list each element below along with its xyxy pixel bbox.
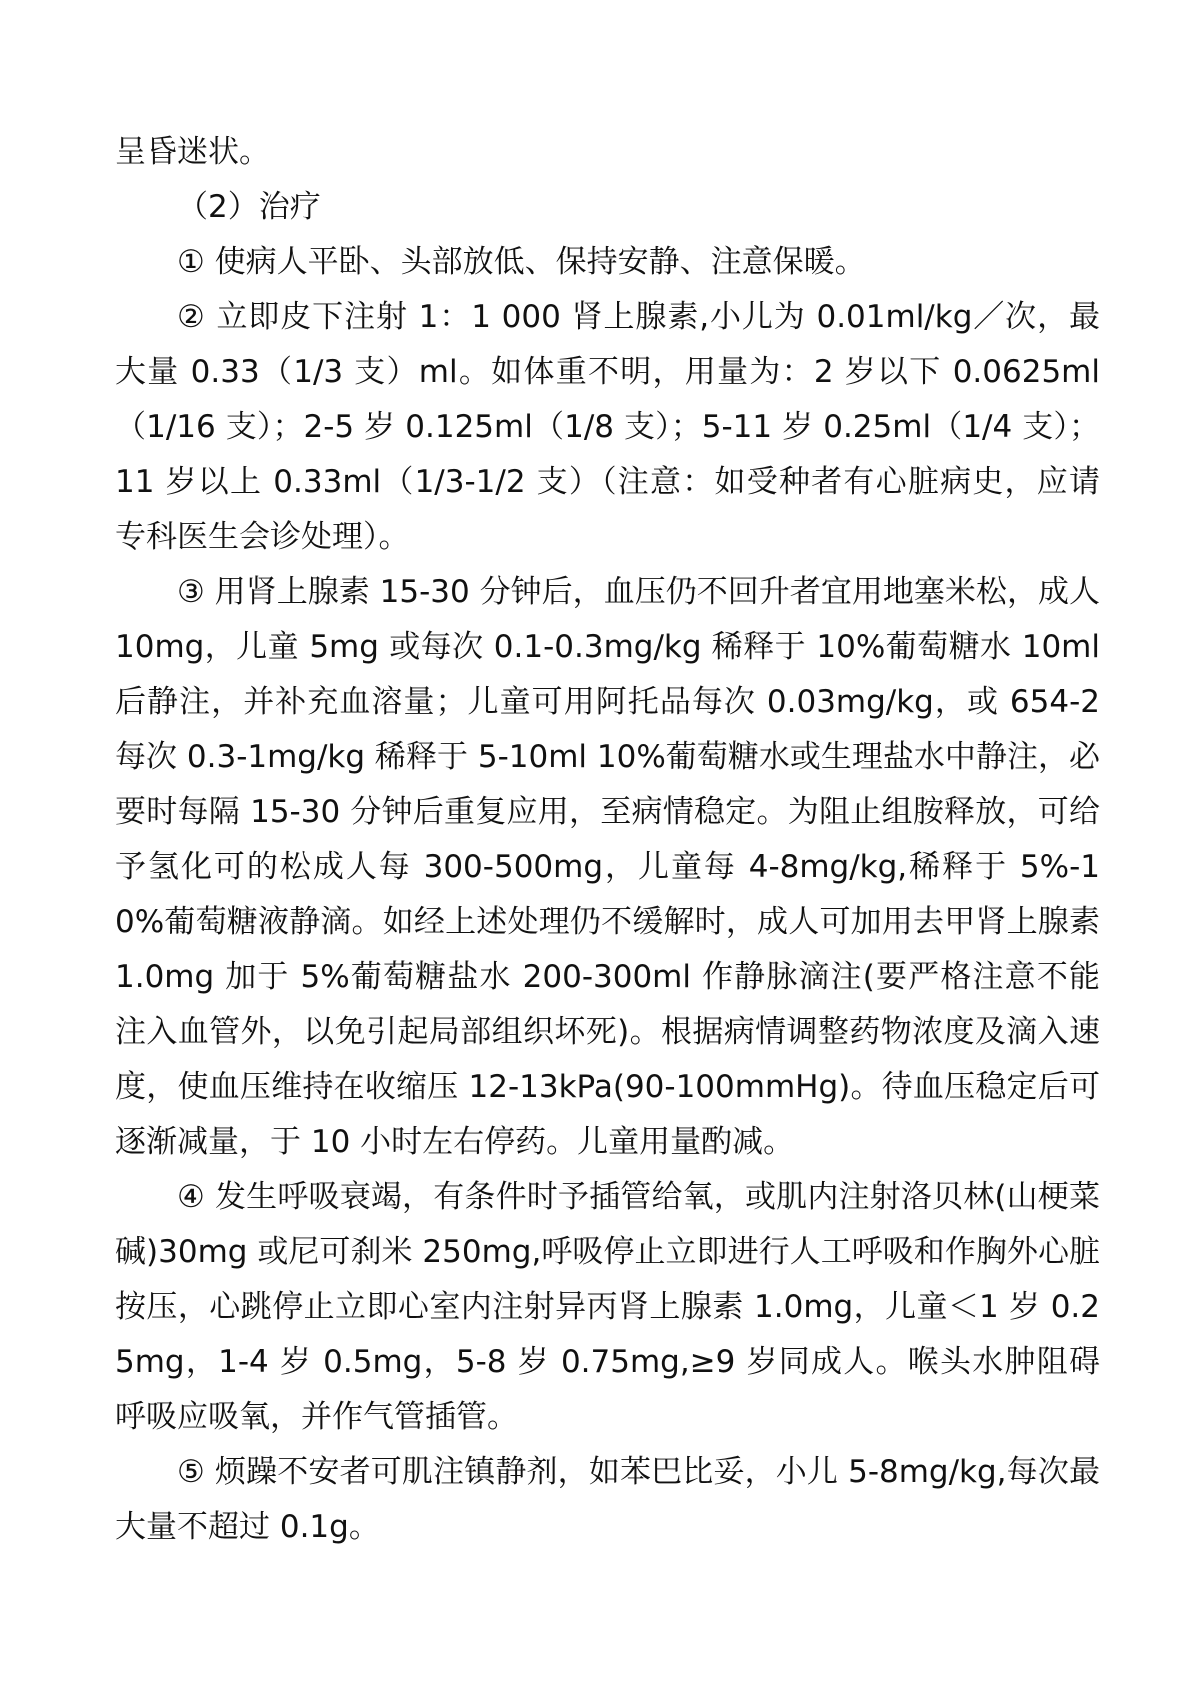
paragraph-item-1: ① 使病人平卧、头部放低、保持安静、注意保暖。 xyxy=(177,244,866,280)
document-body xyxy=(115,125,1100,1555)
paragraph-item-4: ④ 发生呼吸衰竭，有条件时予插管给氧，或肌内注射洛贝林(山梗菜碱)30mg 或尼可刹米 250mg,呼吸停止立即进行人工呼吸和作胸外心脏按压，心跳停止立即心室内注射异丙肾上腺素 1.0mg，儿童＜1 岁 0.25mg，1-4 岁 0.5mg，5-8 岁 0.75mg,≥9 岁同成人。喉头水肿阻碍呼吸应吸氧，并作气管插管。 xyxy=(115,1179,1100,1435)
paragraph-item-2: ② 立即皮下注射 1：1 000 肾上腺素,小儿为 0.01ml/kg／次，最大量 0.33（1/3 支）ml。如体重不明，用量为：2 岁以下 0.0625ml（1/16 支）；2-5 岁 0.125ml（1/8 支）；5-11 岁 0.25ml（1/4 支）；11 岁以上 0.33ml（1/3-1/2 支）（注意：如受种者有心脏病史，应请专科医生会诊处理）。 xyxy=(115,299,1100,555)
paragraph-item-3: ③ 用肾上腺素 15-30 分钟后，血压仍不回升者宜用地塞米松，成人 10mg，儿童 5mg 或每次 0.1-0.3mg/kg 稀释于 10%葡萄糖水 10ml 后静注，并补充血溶量；儿童可用阿托品每次 0.03mg/kg，或 654-2 每次 0.3-1mg/kg 稀释于 5-10ml 10%葡萄糖水或生理盐水中静注，必要时每隔 15-30 分钟后重复应用，至病情稳定。为阻止组胺释放，可给予氢化可的松成人每 300-500mg，儿童每 4-8mg/kg,稀释于 5%-10%葡萄糖液静滴。如经上述处理仍不缓解时，成人可加用去甲肾上腺素 1.0mg 加于 5%葡萄糖盐水 200-300ml 作静脉滴注(要严格注意不能注入血管外，以免引起局部组织坏死)。根据病情调整药物浓度及滴入速度，使血压维持在收缩压 12-13kPa(90-100mmHg)。待血压稳定后可逐渐减量，于 10 小时左右停药。儿童用量酌减。 xyxy=(115,574,1100,1160)
paragraph-item-5: ⑤ 烦躁不安者可肌注镇静剂，如苯巴比妥，小儿 5-8mg/kg,每次最大量不超过 0.1g。 xyxy=(115,1454,1100,1545)
section-heading-treatment: （2）治疗 xyxy=(177,189,321,225)
paragraph-continuation: 呈昏迷状。 xyxy=(115,134,270,170)
